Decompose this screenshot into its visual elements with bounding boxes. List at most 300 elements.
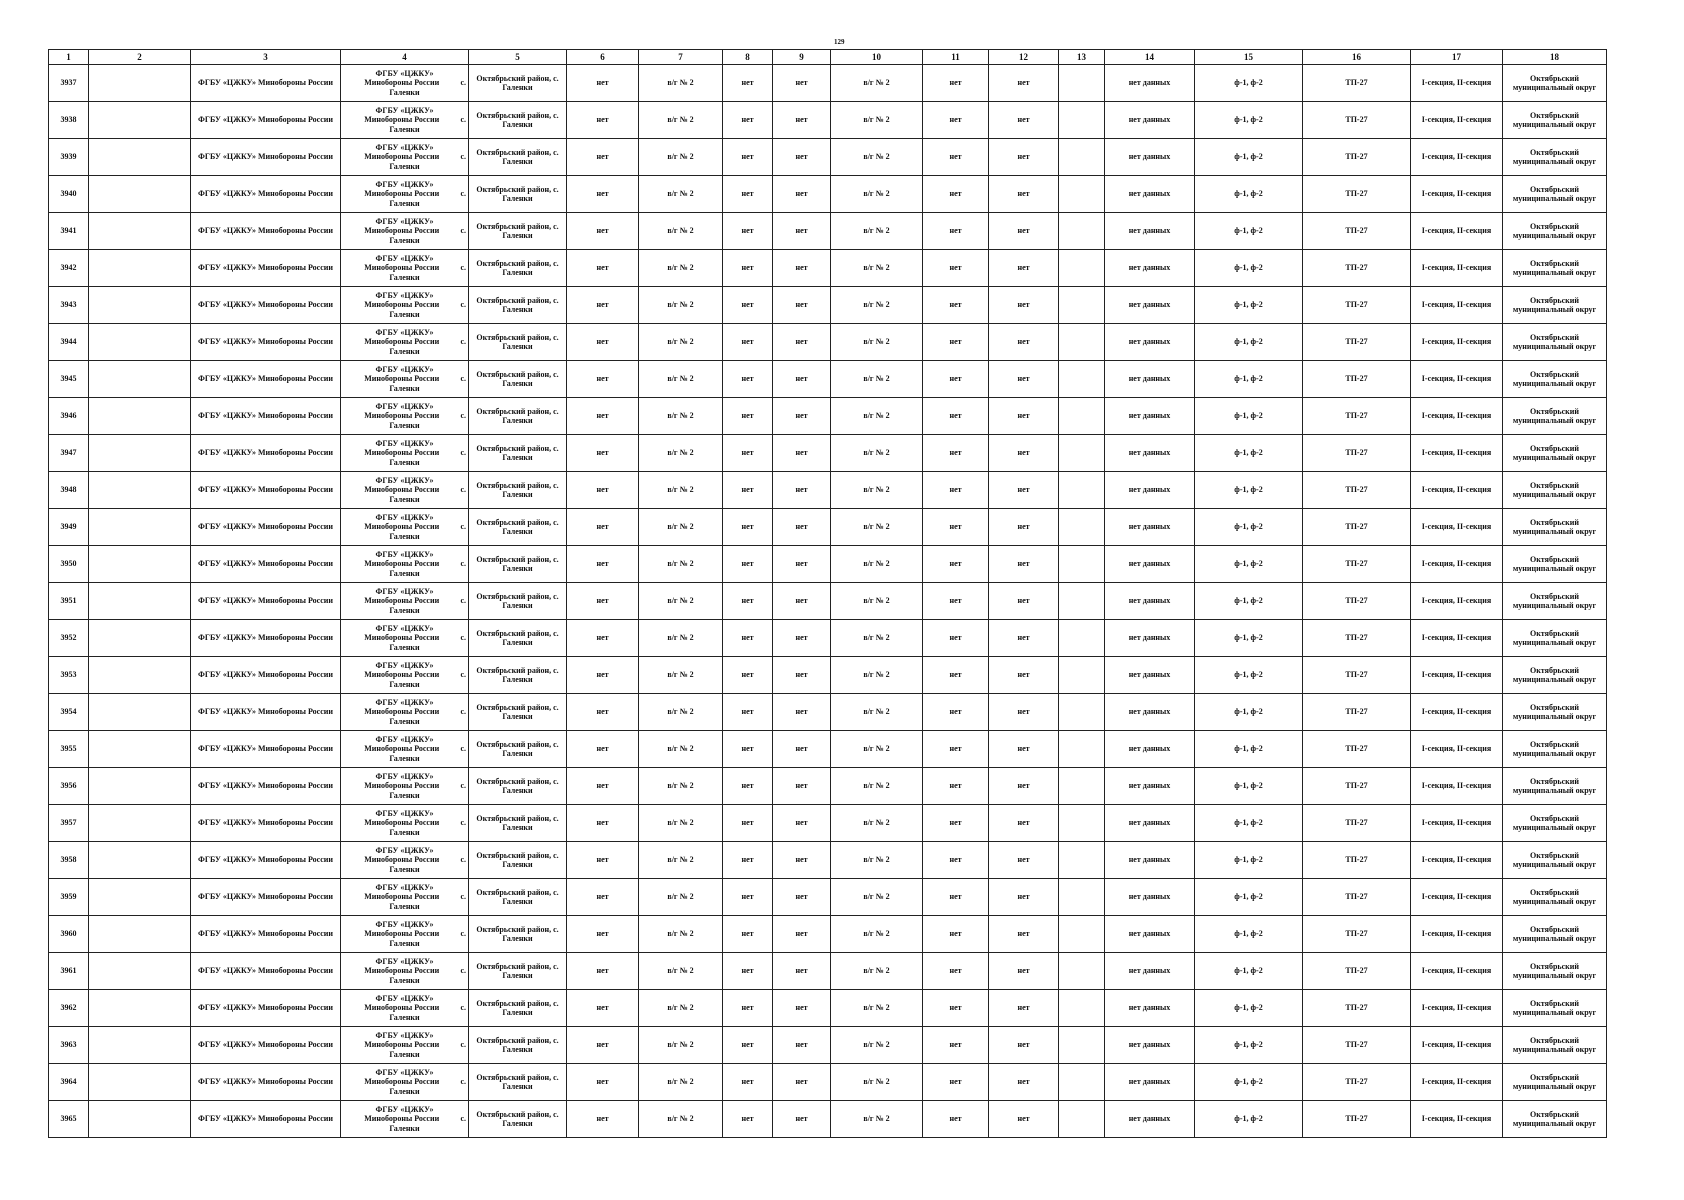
cell-c16: ТП-27 [1303,546,1411,583]
cell-c10: в/г № 2 [831,287,923,324]
owner-line-3: Галенки [389,568,420,578]
row-number: 3948 [49,472,89,509]
cell-c8: нет [723,694,773,731]
owner-line-1: ФГБУ «ЦЖКУ» [375,106,434,116]
cell-c10: в/г № 2 [831,102,923,139]
cell-c11: нет [923,1101,989,1138]
cell-c16: ТП-27 [1303,324,1411,361]
cell-c7: в/г № 2 [639,139,723,176]
cell-c6: нет [567,990,639,1027]
cell-c14: нет данных [1105,509,1195,546]
cell-owner [341,583,469,620]
cell-organization: ФГБУ «ЦЖКУ» Минобороны России [191,361,341,398]
owner-line-2-suffix: с. [460,448,466,458]
cell-c9: нет [773,805,831,842]
cell-organization: ФГБУ «ЦЖКУ» Минобороны России [191,916,341,953]
cell-c7: в/г № 2 [639,324,723,361]
cell-c12: нет [989,472,1059,509]
table-row [49,213,1607,250]
cell-c8: нет [723,620,773,657]
cell-organization: ФГБУ «ЦЖКУ» Минобороны России [191,805,341,842]
cell-c8: нет [723,990,773,1027]
owner-line-2-suffix: с. [460,374,466,384]
table-row [49,768,1607,805]
cell-organization: ФГБУ «ЦЖКУ» Минобороны России [191,139,341,176]
owner-line-2-text: Минобороны России [364,818,440,828]
cell-c13 [1059,694,1105,731]
owner-line-2-text: Минобороны России [364,300,440,310]
cell-c11: нет [923,583,989,620]
column-header-12: 12 [989,50,1059,65]
cell-c10: в/г № 2 [831,842,923,879]
cell-district: Октябрьский муниципальный округ [1503,287,1607,324]
cell-c16: ТП-27 [1303,1064,1411,1101]
cell-c9: нет [773,546,831,583]
cell-c14: нет данных [1105,1101,1195,1138]
cell-c7: в/г № 2 [639,731,723,768]
cell-district: Октябрьский муниципальный округ [1503,953,1607,990]
cell-c6: нет [567,768,639,805]
cell-c12: нет [989,1101,1059,1138]
cell-c6: нет [567,694,639,731]
cell-c9: нет [773,842,831,879]
cell-c14: нет данных [1105,139,1195,176]
cell-c16: ТП-27 [1303,805,1411,842]
cell-c9: нет [773,916,831,953]
cell-address: Октябрьский район, с. Галенки [469,916,567,953]
cell-c17: I-секция, II-секция [1411,250,1503,287]
cell-col-2 [89,916,191,953]
cell-c8: нет [723,768,773,805]
cell-c13 [1059,509,1105,546]
cell-c9: нет [773,1064,831,1101]
cell-c13 [1059,213,1105,250]
cell-c7: в/г № 2 [639,509,723,546]
cell-col-2 [89,65,191,102]
cell-owner [341,509,469,546]
cell-c16: ТП-27 [1303,139,1411,176]
owner-line-1: ФГБУ «ЦЖКУ» [375,513,434,523]
cell-c10: в/г № 2 [831,768,923,805]
cell-district: Октябрьский муниципальный округ [1503,102,1607,139]
owner-line-1: ФГБУ «ЦЖКУ» [375,624,434,634]
cell-c8: нет [723,842,773,879]
owner-line-2-text: Минобороны России [364,1040,440,1050]
cell-col-2 [89,435,191,472]
owner-line-3: Галенки [389,494,420,504]
cell-organization: ФГБУ «ЦЖКУ» Минобороны России [191,620,341,657]
owner-line-1: ФГБУ «ЦЖКУ» [375,920,434,930]
owner-line-1: ФГБУ «ЦЖКУ» [375,957,434,967]
cell-district: Октябрьский муниципальный округ [1503,1064,1607,1101]
owner-line-1: ФГБУ «ЦЖКУ» [375,254,434,264]
owner-line-1: ФГБУ «ЦЖКУ» [375,587,434,597]
cell-owner [341,435,469,472]
owner-line-3: Галенки [389,87,420,97]
cell-address: Октябрьский район, с. Галенки [469,990,567,1027]
cell-col-2 [89,1027,191,1064]
cell-c13 [1059,620,1105,657]
cell-c11: нет [923,916,989,953]
cell-c11: нет [923,176,989,213]
owner-line-1: ФГБУ «ЦЖКУ» [375,143,434,153]
cell-col-2 [89,287,191,324]
owner-line-2-text: Минобороны России [364,226,440,236]
cell-district: Октябрьский муниципальный округ [1503,435,1607,472]
cell-address: Октябрьский район, с. Галенки [469,176,567,213]
cell-district: Октябрьский муниципальный округ [1503,731,1607,768]
owner-line-1: ФГБУ «ЦЖКУ» [375,809,434,819]
cell-c16: ТП-27 [1303,990,1411,1027]
owner-line-2 [343,300,466,309]
cell-owner [341,620,469,657]
cell-c7: в/г № 2 [639,176,723,213]
row-number: 3960 [49,916,89,953]
cell-c9: нет [773,731,831,768]
owner-line-2-suffix: с. [460,707,466,717]
table-row [49,361,1607,398]
owner-line-2 [343,115,466,124]
cell-district: Октябрьский муниципальный округ [1503,990,1607,1027]
cell-owner [341,694,469,731]
cell-c17: I-секция, II-секция [1411,1064,1503,1101]
cell-c9: нет [773,324,831,361]
cell-c9: нет [773,583,831,620]
cell-c10: в/г № 2 [831,879,923,916]
cell-c6: нет [567,879,639,916]
cell-c12: нет [989,805,1059,842]
cell-c11: нет [923,250,989,287]
cell-c6: нет [567,805,639,842]
cell-c12: нет [989,1027,1059,1064]
table-row [49,1064,1607,1101]
owner-line-3: Галенки [389,457,420,467]
owner-line-2 [343,633,466,642]
cell-c12: нет [989,694,1059,731]
cell-col-2 [89,805,191,842]
cell-c13 [1059,65,1105,102]
owner-line-1: ФГБУ «ЦЖКУ» [375,846,434,856]
cell-col-2 [89,879,191,916]
cell-c13 [1059,953,1105,990]
cell-c13 [1059,583,1105,620]
owner-line-2-suffix: с. [460,522,466,532]
table-row [49,546,1607,583]
table-row [49,731,1607,768]
cell-owner [341,879,469,916]
cell-c17: I-секция, II-секция [1411,620,1503,657]
cell-organization: ФГБУ «ЦЖКУ» Минобороны России [191,842,341,879]
cell-owner [341,657,469,694]
cell-owner [341,65,469,102]
owner-line-2-text: Минобороны России [364,559,440,569]
cell-c6: нет [567,472,639,509]
cell-c16: ТП-27 [1303,731,1411,768]
cell-owner [341,546,469,583]
owner-line-2-suffix: с. [460,263,466,273]
cell-organization: ФГБУ «ЦЖКУ» Минобороны России [191,176,341,213]
cell-c16: ТП-27 [1303,620,1411,657]
cell-c11: нет [923,435,989,472]
cell-c11: нет [923,546,989,583]
cell-district: Октябрьский муниципальный округ [1503,139,1607,176]
cell-c15: ф-1, ф-2 [1195,176,1303,213]
cell-c10: в/г № 2 [831,731,923,768]
owner-line-2-suffix: с. [460,189,466,199]
cell-c12: нет [989,768,1059,805]
cell-organization: ФГБУ «ЦЖКУ» Минобороны России [191,1064,341,1101]
cell-owner [341,139,469,176]
cell-c7: в/г № 2 [639,879,723,916]
cell-c12: нет [989,731,1059,768]
owner-line-2-text: Минобороны России [364,1114,440,1124]
table-row [49,509,1607,546]
owner-line-2-suffix: с. [460,596,466,606]
owner-line-2-suffix: с. [460,300,466,310]
cell-c13 [1059,250,1105,287]
cell-c17: I-секция, II-секция [1411,694,1503,731]
cell-c16: ТП-27 [1303,472,1411,509]
registry-table [48,49,1607,1138]
cell-district: Октябрьский муниципальный округ [1503,398,1607,435]
owner-line-3: Галенки [389,1123,420,1133]
cell-c12: нет [989,250,1059,287]
table-row [49,842,1607,879]
row-number: 3957 [49,805,89,842]
cell-c16: ТП-27 [1303,102,1411,139]
cell-c17: I-секция, II-секция [1411,1101,1503,1138]
cell-c12: нет [989,620,1059,657]
cell-c15: ф-1, ф-2 [1195,324,1303,361]
cell-c8: нет [723,139,773,176]
cell-address: Октябрьский район, с. Галенки [469,1101,567,1138]
cell-address: Октябрьский район, с. Галенки [469,435,567,472]
owner-line-2 [343,929,466,938]
cell-c13 [1059,546,1105,583]
row-number: 3944 [49,324,89,361]
cell-c14: нет данных [1105,657,1195,694]
owner-line-2 [343,781,466,790]
owner-line-2-suffix: с. [460,929,466,939]
cell-district: Октябрьский муниципальный округ [1503,324,1607,361]
cell-c7: в/г № 2 [639,213,723,250]
cell-c11: нет [923,398,989,435]
cell-c9: нет [773,176,831,213]
row-number: 3950 [49,546,89,583]
cell-c6: нет [567,620,639,657]
table-row [49,65,1607,102]
cell-c7: в/г № 2 [639,916,723,953]
cell-c17: I-секция, II-секция [1411,990,1503,1027]
owner-line-2 [343,670,466,679]
cell-c14: нет данных [1105,1027,1195,1064]
cell-col-2 [89,657,191,694]
cell-organization: ФГБУ «ЦЖКУ» Минобороны России [191,65,341,102]
cell-c12: нет [989,65,1059,102]
cell-address: Октябрьский район, с. Галенки [469,879,567,916]
owner-line-2-text: Минобороны России [364,670,440,680]
table-row [49,990,1607,1027]
cell-c8: нет [723,916,773,953]
cell-c8: нет [723,435,773,472]
table-row [49,102,1607,139]
cell-c11: нет [923,620,989,657]
cell-c11: нет [923,472,989,509]
owner-line-2-suffix: с. [460,855,466,865]
cell-col-2 [89,472,191,509]
cell-c7: в/г № 2 [639,620,723,657]
cell-address: Октябрьский район, с. Галенки [469,620,567,657]
table-row [49,1101,1607,1138]
cell-c16: ТП-27 [1303,176,1411,213]
cell-district: Октябрьский муниципальный округ [1503,916,1607,953]
owner-line-1: ФГБУ «ЦЖКУ» [375,661,434,671]
cell-c7: в/г № 2 [639,65,723,102]
cell-c17: I-секция, II-секция [1411,546,1503,583]
cell-c6: нет [567,324,639,361]
cell-c14: нет данных [1105,731,1195,768]
cell-c14: нет данных [1105,953,1195,990]
cell-c8: нет [723,731,773,768]
cell-c17: I-секция, II-секция [1411,657,1503,694]
cell-c15: ф-1, ф-2 [1195,287,1303,324]
owner-line-1: ФГБУ «ЦЖКУ» [375,1105,434,1115]
cell-address: Октябрьский район, с. Галенки [469,213,567,250]
cell-c11: нет [923,842,989,879]
cell-district: Октябрьский муниципальный округ [1503,546,1607,583]
cell-c17: I-секция, II-секция [1411,731,1503,768]
cell-c7: в/г № 2 [639,953,723,990]
cell-c8: нет [723,213,773,250]
cell-owner [341,213,469,250]
row-number: 3965 [49,1101,89,1138]
cell-c15: ф-1, ф-2 [1195,472,1303,509]
cell-c17: I-секция, II-секция [1411,583,1503,620]
column-header-14: 14 [1105,50,1195,65]
table-row [49,694,1607,731]
owner-line-3: Галенки [389,827,420,837]
owner-line-2-text: Минобороны России [364,855,440,865]
cell-c13 [1059,1101,1105,1138]
owner-line-2 [343,448,466,457]
owner-line-2-suffix: с. [460,966,466,976]
cell-owner [341,731,469,768]
owner-line-2-text: Минобороны России [364,374,440,384]
cell-col-2 [89,546,191,583]
table-row [49,620,1607,657]
cell-address: Октябрьский район, с. Галенки [469,805,567,842]
cell-col-2 [89,1101,191,1138]
cell-organization: ФГБУ «ЦЖКУ» Минобороны России [191,546,341,583]
cell-c16: ТП-27 [1303,916,1411,953]
cell-c8: нет [723,805,773,842]
cell-c17: I-секция, II-секция [1411,509,1503,546]
cell-c11: нет [923,139,989,176]
cell-col-2 [89,694,191,731]
owner-line-2 [343,337,466,346]
owner-line-2-text: Минобороны России [364,263,440,273]
row-number: 3953 [49,657,89,694]
cell-district: Октябрьский муниципальный округ [1503,361,1607,398]
cell-c11: нет [923,694,989,731]
cell-organization: ФГБУ «ЦЖКУ» Минобороны России [191,657,341,694]
cell-district: Октябрьский муниципальный округ [1503,472,1607,509]
cell-c9: нет [773,620,831,657]
owner-line-2 [343,263,466,272]
owner-line-2-suffix: с. [460,337,466,347]
cell-col-2 [89,768,191,805]
column-header-3: 3 [191,50,341,65]
owner-line-3: Галенки [389,679,420,689]
cell-c15: ф-1, ф-2 [1195,916,1303,953]
cell-c14: нет данных [1105,176,1195,213]
cell-c10: в/г № 2 [831,657,923,694]
cell-c15: ф-1, ф-2 [1195,620,1303,657]
row-number: 3955 [49,731,89,768]
cell-c7: в/г № 2 [639,250,723,287]
cell-address: Октябрьский район, с. Галенки [469,842,567,879]
cell-c7: в/г № 2 [639,768,723,805]
cell-c12: нет [989,287,1059,324]
cell-district: Октябрьский муниципальный округ [1503,65,1607,102]
cell-c10: в/г № 2 [831,361,923,398]
cell-c16: ТП-27 [1303,361,1411,398]
cell-c9: нет [773,990,831,1027]
cell-c17: I-секция, II-секция [1411,213,1503,250]
owner-line-2-text: Минобороны России [364,522,440,532]
row-number: 3945 [49,361,89,398]
cell-c17: I-секция, II-секция [1411,953,1503,990]
owner-line-3: Галенки [389,309,420,319]
cell-organization: ФГБУ «ЦЖКУ» Минобороны России [191,1101,341,1138]
cell-c11: нет [923,102,989,139]
cell-address: Октябрьский район, с. Галенки [469,398,567,435]
cell-c6: нет [567,102,639,139]
row-number: 3962 [49,990,89,1027]
cell-c15: ф-1, ф-2 [1195,879,1303,916]
cell-c12: нет [989,842,1059,879]
cell-c11: нет [923,953,989,990]
cell-c14: нет данных [1105,361,1195,398]
owner-line-2 [343,374,466,383]
cell-c13 [1059,805,1105,842]
cell-address: Октябрьский район, с. Галенки [469,1027,567,1064]
owner-line-2 [343,226,466,235]
table-body [49,65,1607,1138]
cell-c7: в/г № 2 [639,990,723,1027]
cell-c15: ф-1, ф-2 [1195,213,1303,250]
cell-c14: нет данных [1105,250,1195,287]
table-row [49,472,1607,509]
cell-organization: ФГБУ «ЦЖКУ» Минобороны России [191,472,341,509]
cell-owner [341,990,469,1027]
owner-line-2-text: Минобороны России [364,781,440,791]
owner-line-2 [343,1077,466,1086]
cell-c8: нет [723,361,773,398]
cell-c14: нет данных [1105,768,1195,805]
cell-c16: ТП-27 [1303,583,1411,620]
owner-line-2-suffix: с. [460,152,466,162]
table-row [49,879,1607,916]
owner-line-2-text: Минобороны России [364,744,440,754]
cell-organization: ФГБУ «ЦЖКУ» Минобороны России [191,879,341,916]
column-header-8: 8 [723,50,773,65]
cell-c12: нет [989,546,1059,583]
cell-c13 [1059,916,1105,953]
cell-c7: в/г № 2 [639,842,723,879]
owner-line-2-text: Минобороны России [364,448,440,458]
cell-c12: нет [989,102,1059,139]
